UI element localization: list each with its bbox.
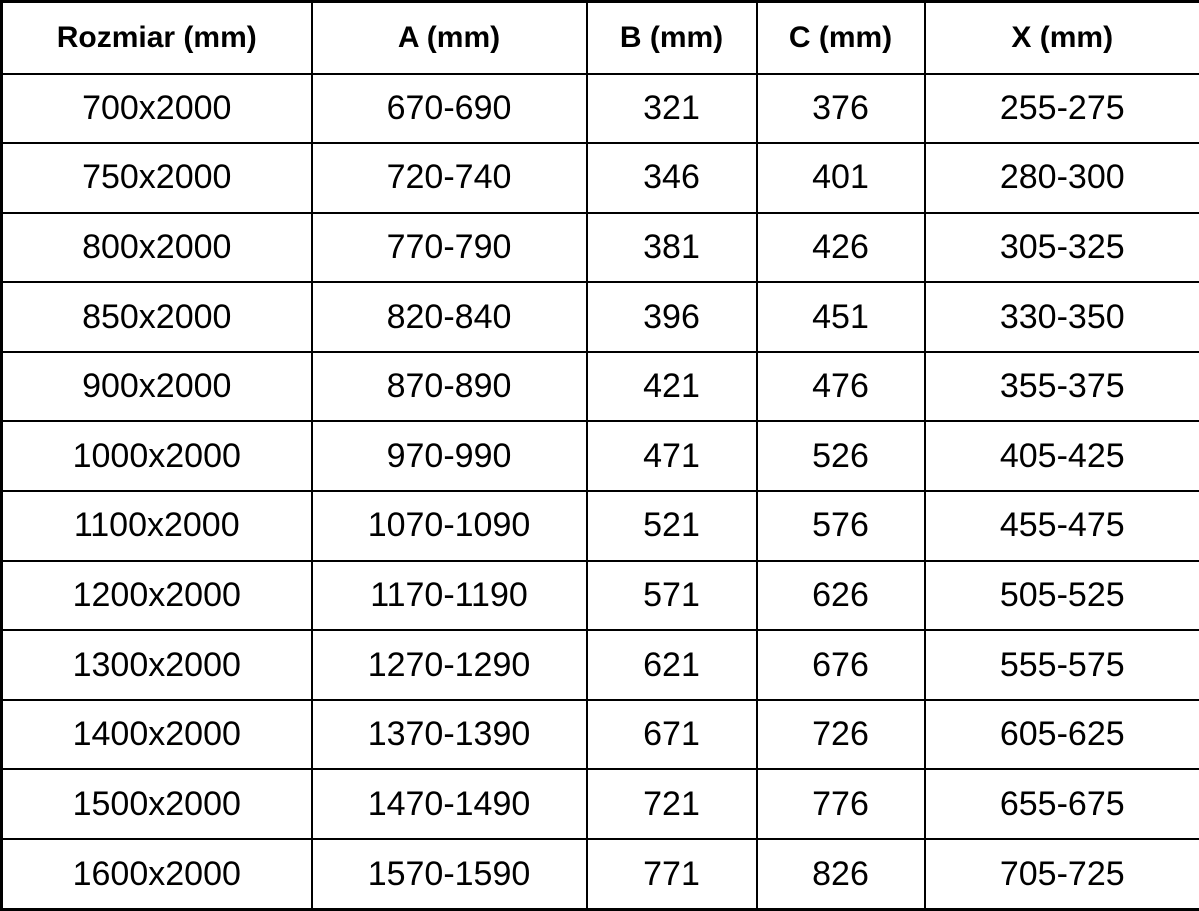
cell-rozmiar: 1400x2000	[2, 700, 312, 770]
cell-a: 870-890	[312, 352, 587, 422]
cell-rozmiar: 1100x2000	[2, 491, 312, 561]
cell-a: 1470-1490	[312, 769, 587, 839]
cell-b: 321	[587, 74, 757, 144]
header-cell-rozmiar: Rozmiar (mm)	[2, 2, 312, 74]
table-row	[2, 491, 1199, 561]
table-row	[2, 769, 1199, 839]
table-row	[2, 282, 1199, 352]
cell-rozmiar: 1300x2000	[2, 630, 312, 700]
header-cell-x: X (mm)	[925, 2, 1199, 74]
cell-b: 521	[587, 491, 757, 561]
cell-a: 1170-1190	[312, 561, 587, 631]
cell-c: 476	[757, 352, 925, 422]
cell-x: 305-325	[925, 213, 1199, 283]
table-row	[2, 561, 1199, 631]
cell-b: 571	[587, 561, 757, 631]
cell-b: 621	[587, 630, 757, 700]
header-cell-b: B (mm)	[587, 2, 757, 74]
cell-x: 330-350	[925, 282, 1199, 352]
cell-x: 505-525	[925, 561, 1199, 631]
cell-c: 776	[757, 769, 925, 839]
table-row	[2, 74, 1199, 144]
cell-rozmiar: 1600x2000	[2, 839, 312, 909]
cell-a: 770-790	[312, 213, 587, 283]
cell-x: 405-425	[925, 421, 1199, 491]
cell-a: 1570-1590	[312, 839, 587, 909]
cell-c: 451	[757, 282, 925, 352]
cell-c: 576	[757, 491, 925, 561]
cell-b: 381	[587, 213, 757, 283]
cell-rozmiar: 700x2000	[2, 74, 312, 144]
cell-a: 1270-1290	[312, 630, 587, 700]
cell-c: 401	[757, 143, 925, 213]
cell-b: 771	[587, 839, 757, 909]
cell-x: 255-275	[925, 74, 1199, 144]
cell-a: 670-690	[312, 74, 587, 144]
header-row	[2, 2, 1199, 74]
table-row	[2, 143, 1199, 213]
cell-c: 676	[757, 630, 925, 700]
table-row	[2, 213, 1199, 283]
cell-x: 605-625	[925, 700, 1199, 770]
cell-c: 626	[757, 561, 925, 631]
cell-b: 471	[587, 421, 757, 491]
cell-c: 376	[757, 74, 925, 144]
cell-x: 355-375	[925, 352, 1199, 422]
cell-x: 655-675	[925, 769, 1199, 839]
cell-b: 396	[587, 282, 757, 352]
cell-rozmiar: 800x2000	[2, 213, 312, 283]
cell-x: 455-475	[925, 491, 1199, 561]
cell-c: 826	[757, 839, 925, 909]
cell-a: 970-990	[312, 421, 587, 491]
cell-b: 671	[587, 700, 757, 770]
cell-x: 705-725	[925, 839, 1199, 909]
cell-rozmiar: 1000x2000	[2, 421, 312, 491]
cell-rozmiar: 1500x2000	[2, 769, 312, 839]
cell-rozmiar: 900x2000	[2, 352, 312, 422]
cell-x: 280-300	[925, 143, 1199, 213]
cell-a: 1370-1390	[312, 700, 587, 770]
table-row	[2, 700, 1199, 770]
cell-c: 526	[757, 421, 925, 491]
cell-a: 820-840	[312, 282, 587, 352]
header-cell-a: A (mm)	[312, 2, 587, 74]
cell-b: 346	[587, 143, 757, 213]
cell-b: 721	[587, 769, 757, 839]
header-cell-c: C (mm)	[757, 2, 925, 74]
table-row	[2, 630, 1199, 700]
cell-rozmiar: 850x2000	[2, 282, 312, 352]
table-row	[2, 839, 1199, 909]
cell-c: 426	[757, 213, 925, 283]
cell-x: 555-575	[925, 630, 1199, 700]
cell-a: 720-740	[312, 143, 587, 213]
cell-rozmiar: 1200x2000	[2, 561, 312, 631]
table-row	[2, 352, 1199, 422]
cell-b: 421	[587, 352, 757, 422]
cell-a: 1070-1090	[312, 491, 587, 561]
cell-rozmiar: 750x2000	[2, 143, 312, 213]
cell-c: 726	[757, 700, 925, 770]
table-row	[2, 421, 1199, 491]
